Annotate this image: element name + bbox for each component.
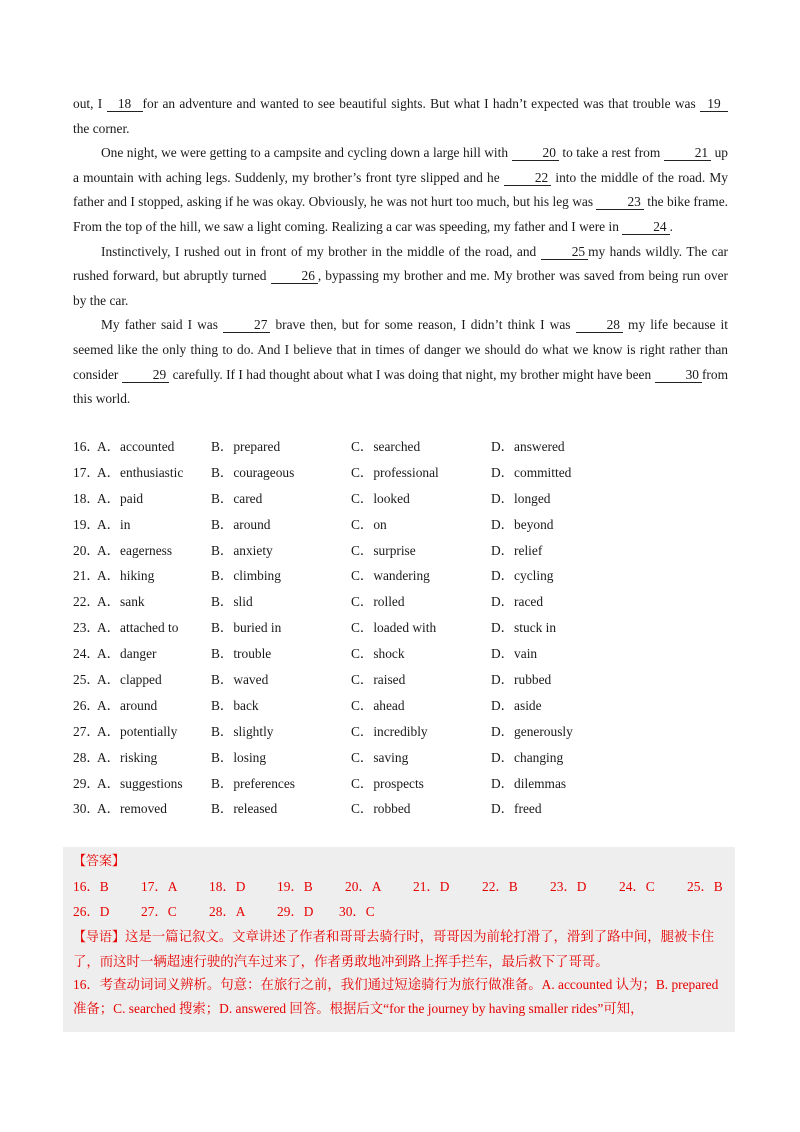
answer-heading: 【答案】 [73,854,126,869]
option-d: D．longed [491,490,551,506]
option-b: B．buried in [211,620,282,636]
option-c: C．prospects [351,775,424,791]
option-d: D．rubbed [491,672,552,688]
option-b: B．prepared [211,439,281,454]
option-row-16 [73,437,728,463]
answer-key-item: 29．D [277,904,314,919]
passage-text: out, I [73,96,107,111]
option-b: B．waved [211,672,269,688]
passage-text: Instinctively, I rushed out in front of my brother in the middle of the road, and [101,243,541,259]
answer-key-item: 19．B [277,879,313,894]
option-a: A．clapped [97,672,162,688]
option-row-26 [73,696,728,722]
passage-text: carefully. If I had thought about what I was doing that night, my brother might have been [169,366,655,382]
passage-text: One night, we were getting to a campsite and cycling down a large hill with [101,145,512,161]
option-b: B．slid [211,594,253,610]
question-number: 16． [73,439,100,454]
option-row-20 [73,541,728,567]
option-row-30 [73,799,728,825]
blank-22: 22 [504,170,551,186]
passage-text: to take a rest from [558,145,664,161]
blank-30: 30 [655,367,702,383]
option-c: C．robbed [351,801,411,817]
blank-29: 29 [122,367,169,383]
option-a: A．risking [97,749,158,765]
passage-text: my life because it seemed like the only thing to do. And I believe that in times of danger we should do what we know is right rather than consider [73,317,728,382]
option-row-29 [73,774,728,800]
option-b: B．climbing [211,568,281,584]
option-d: D．answered [491,439,565,454]
answer-key-item: 17．A [141,879,178,894]
question-number: 21． [73,568,100,584]
question-number: 25． [73,672,100,688]
option-row-25 [73,670,728,696]
option-d: D．changing [491,749,564,765]
option-c: C．wandering [351,568,430,584]
question-number: 18． [73,490,100,506]
blank-27: 27 [223,317,270,333]
question-number: 19． [73,516,100,532]
question-16-explanation: 16．考查动词词义辨析。句意：在旅行之前，我们通过短途骑行为旅行做准备。A. accounted 认为；B. prepared 准备；C. searched 搜索；D. answered 回答。根据后文“for the journey by having smaller rides”可知， [73,977,719,1017]
option-row-22 [73,592,728,618]
passage-text: brave then, but for some reason, I didn’t think I was [270,317,576,333]
option-b: B．around [211,516,271,532]
question-number: 20． [73,542,100,558]
guide-paragraph [73,925,728,975]
answer-key-item: 20．A [345,879,382,894]
option-c: C．ahead [351,697,405,713]
option-b: B．back [211,697,259,713]
option-a: A．eagerness [97,542,173,558]
blank-20: 20 [512,145,559,161]
answer-key-item: 25．B [687,879,723,894]
option-a: A．around [97,697,158,713]
option-a: A．suggestions [97,775,183,791]
passage-text: from this world. [73,366,728,407]
option-a: A．removed [97,801,167,817]
question-number: 17． [73,464,100,480]
option-row-17 [73,463,728,489]
option-d: D．beyond [491,516,554,532]
question-number: 24． [73,646,100,662]
answer-options [73,437,728,825]
option-d: D．aside [491,697,542,713]
option-d: D．cycling [491,568,554,584]
passage-text: up a mountain with aching legs. Suddenly, my brother’s front tyre slipped and he [73,145,728,185]
blank-21: 21 [664,145,711,161]
answer-key-row-2 [73,901,733,921]
option-c: C．looked [351,490,410,506]
option-row-23 [73,618,728,644]
option-c: C．professional [351,464,439,480]
passage-text: , bypassing my brother and me. My brother was saved from being run over by the car. [73,268,728,308]
blank-23: 23 [596,194,643,210]
passage-text: My father said I was [101,317,223,333]
option-d: D．vain [491,646,538,662]
passage-paragraph-1 [73,92,728,141]
guide-label: 【导语】 [73,930,126,945]
passage-paragraph-3 [73,240,728,314]
option-b: B．anxiety [211,542,273,558]
passage-paragraph-2 [73,141,728,239]
option-d: D．dilemmas [491,775,567,791]
option-row-27 [73,722,728,748]
option-b: B．losing [211,749,267,765]
answer-key-item: 23．D [550,879,587,894]
answer-key-item: 18．D [209,879,246,894]
answer-key-item: 26．D [73,904,110,919]
option-a: A．hiking [97,568,155,584]
option-c: C．incredibly [351,723,428,739]
option-d: D．stuck in [491,620,557,636]
option-c: C．shock [351,646,405,662]
cloze-passage [73,92,728,412]
passage-text: for an adventure and wanted to see beautiful sights. But what I hadn’t expected was that trouble was [142,96,700,111]
answer-key-item: 22．B [482,879,518,894]
blank-19: 19 [700,96,728,112]
option-a: A．danger [97,646,157,662]
option-d: D．generously [491,723,573,739]
blank-24: 24 [622,219,669,235]
option-c: C．loaded with [351,620,437,636]
option-row-24 [73,644,728,670]
passage-text: the corner. [73,120,130,136]
question-number: 23． [73,620,100,636]
blank-18: 18 [107,96,143,112]
guide-text: 这是一篇记叙文。文章讲述了作者和哥哥去骑行时，哥哥因为前轮打滑了，滑到了路中间，腿被卡住了，而这时一辆超速行驶的汽车过来了，作者勇敢地冲到路上挥手拦车，最后救下了哥哥。 [73,929,715,970]
option-b: B．released [211,801,278,817]
question-number: 30． [73,801,100,817]
question-number: 28． [73,749,100,765]
answer-key-item: 16．B [73,879,109,894]
answer-key-item: 28．A [209,904,246,919]
passage-text: my hands wildly. The car rushed forward, but abruptly turned [73,243,728,284]
option-c: C．surprise [351,542,416,558]
passage-text: into the middle of the road. My father and I stopped, asking if he was okay. Obviously, he was not hurt too much, but his leg was [73,169,728,210]
option-b: B．courageous [211,464,295,480]
option-b: B．trouble [211,646,272,662]
option-b: B．cared [211,490,263,506]
answer-key-item: 30．C [339,904,375,919]
option-d: D．raced [491,594,544,610]
question-number: 26． [73,697,100,713]
option-b: B．slightly [211,723,274,739]
option-c: C．raised [351,672,406,688]
question-number: 27． [73,723,100,739]
question-number: 22． [73,594,100,610]
option-d: D．relief [491,542,543,558]
option-a: A．accounted [97,439,175,454]
option-a: A．sank [97,594,145,610]
option-c: C．on [351,516,387,532]
option-row-21 [73,566,728,592]
blank-25: 25 [541,244,588,260]
option-a: A．paid [97,490,144,506]
option-a: A．enthusiastic [97,464,184,480]
option-c: C．rolled [351,594,405,610]
option-a: A．attached to [97,620,179,636]
option-row-19 [73,515,728,541]
passage-paragraph-4 [73,313,728,411]
option-d: D．freed [491,801,542,817]
blank-28: 28 [576,317,623,333]
option-row-18 [73,489,728,515]
option-row-28 [73,748,728,774]
option-c: C．searched [351,439,421,454]
option-a: A．potentially [97,723,178,739]
option-d: D．committed [491,464,572,480]
answer-key-item: 21．D [413,879,450,894]
answer-key-item: 24．C [619,879,655,894]
option-a: A．in [97,516,131,532]
answer-key-row-1 [73,876,733,896]
passage-text: the bike frame. From the top of the hill, we saw a light coming. Realizing a car was speeding, my father and I were in [73,194,728,234]
blank-26: 26 [271,268,318,284]
option-b: B．preferences [211,775,296,791]
answer-key-item: 27．C [141,904,177,919]
question-number: 29． [73,775,100,791]
passage-text: . [669,218,673,234]
option-c: C．saving [351,749,409,765]
